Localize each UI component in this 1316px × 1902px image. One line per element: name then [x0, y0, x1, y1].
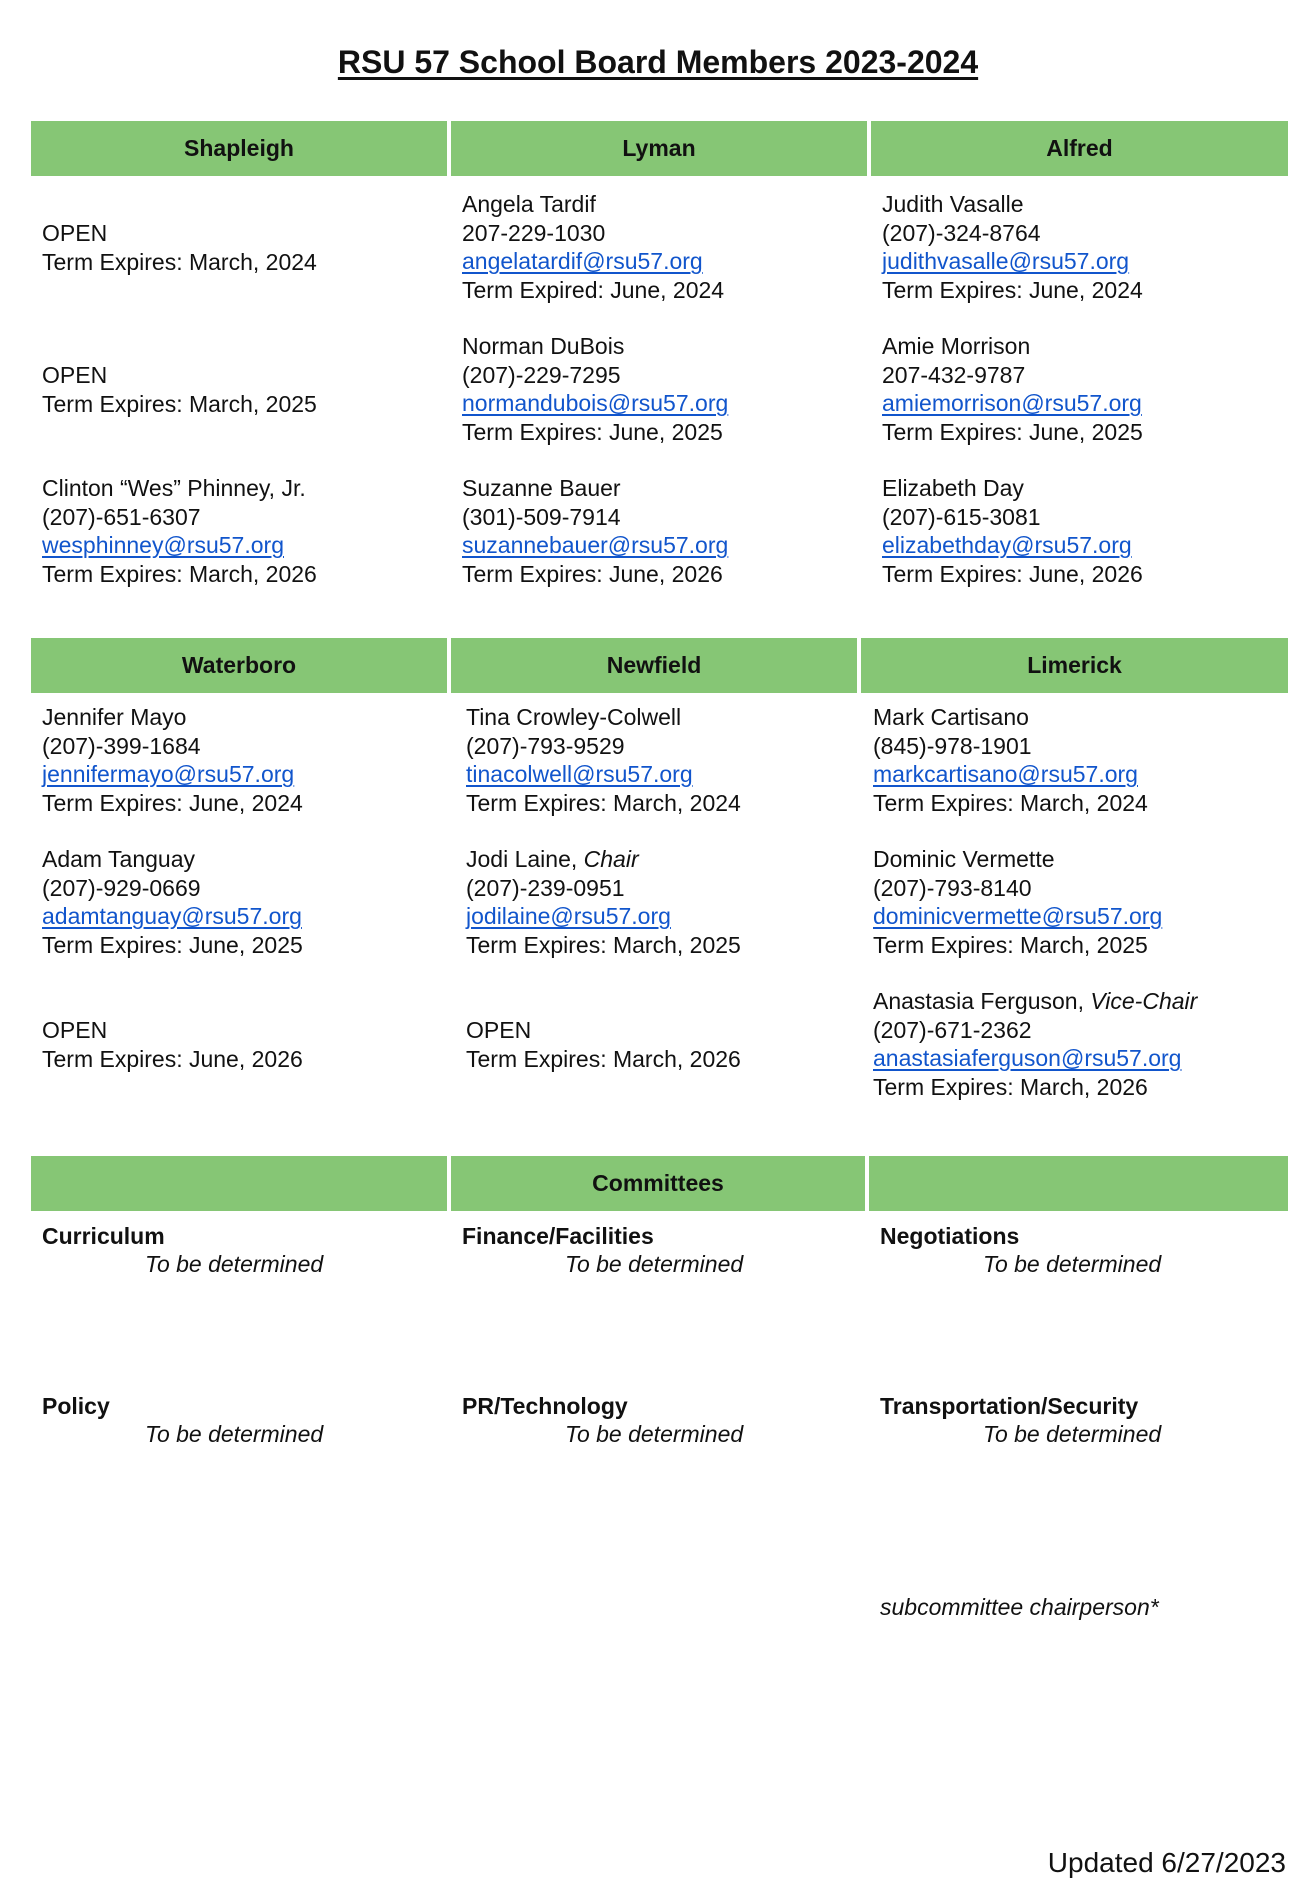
member-entry	[882, 332, 1143, 446]
member-name: Dominic Vermette	[873, 846, 1055, 872]
page-title: RSU 57 School Board Members 2023-2024	[337, 44, 979, 80]
member-term: Term Expires: June, 2026	[42, 1045, 303, 1072]
member-email-link[interactable]: adamtanguay@rsu57.org	[42, 903, 302, 929]
member-name: Amie Morrison	[882, 333, 1031, 359]
member-entry	[466, 845, 741, 959]
member-name: Judith Vasalle	[882, 191, 1024, 217]
member-term: Term Expires: March, 2026	[466, 1045, 741, 1072]
member-entry	[466, 1016, 741, 1073]
committees-header-left	[31, 1156, 447, 1211]
town-header-limerick: Limerick	[861, 638, 1288, 693]
member-entry	[462, 332, 728, 446]
town-header-lyman: Lyman	[451, 121, 867, 176]
member-term: Term Expired: June, 2024	[462, 276, 725, 303]
committee-name: Finance/Facilities	[462, 1223, 654, 1249]
town-header-waterboro: Waterboro	[31, 638, 447, 693]
member-entry	[873, 703, 1148, 817]
member-name: Angela Tardif	[462, 191, 596, 217]
member-email-link[interactable]: markcartisano@rsu57.org	[873, 761, 1138, 787]
member-role: Vice-Chair	[1090, 988, 1198, 1014]
member-term: Term Expires: June, 2025	[462, 418, 723, 445]
member-phone: 207-432-9787	[882, 361, 1026, 388]
town-header-shapleigh: Shapleigh	[31, 121, 447, 176]
town-header-alfred: Alfred	[871, 121, 1288, 176]
committee-status: To be determined	[565, 1421, 744, 1447]
committee-negotiations	[880, 1222, 1161, 1278]
member-name: Anastasia Ferguson,	[873, 988, 1091, 1014]
member-phone: (207)-399-1684	[42, 732, 201, 759]
member-email-link[interactable]: anastasiaferguson@rsu57.org	[873, 1045, 1182, 1071]
committee-finance-facilities	[462, 1222, 743, 1278]
member-entry	[42, 361, 317, 418]
committees-body	[31, 1211, 1288, 1631]
member-name: Jodi Laine,	[466, 846, 584, 872]
committee-name: Curriculum	[42, 1223, 165, 1249]
member-entry	[882, 190, 1143, 304]
member-phone: (301)-509-7914	[462, 503, 621, 530]
committee-name: Policy	[42, 1393, 110, 1419]
member-entry	[462, 190, 724, 304]
member-email-link[interactable]: angelatardif@rsu57.org	[462, 248, 703, 274]
member-term: Term Expires: June, 2024	[42, 789, 303, 816]
committee-transportation-security	[880, 1392, 1161, 1448]
member-term: Term Expires: June, 2025	[42, 931, 303, 958]
member-name: Norman DuBois	[462, 333, 625, 359]
member-status: OPEN	[42, 220, 108, 246]
member-term: Term Expires: March, 2024	[42, 248, 317, 275]
member-term: Term Expires: March, 2025	[873, 931, 1148, 958]
member-role: Chair	[583, 846, 639, 872]
member-term: Term Expires: March, 2024	[466, 789, 741, 816]
towns-body-top	[31, 176, 1288, 616]
member-entry	[42, 1016, 303, 1073]
towns-table-bottom	[31, 638, 1288, 1133]
member-email-link[interactable]: jennifermayo@rsu57.org	[42, 761, 295, 787]
member-phone: (207)-793-8140	[873, 874, 1032, 901]
town-header-newfield: Newfield	[451, 638, 857, 693]
member-name: Elizabeth Day	[882, 475, 1024, 501]
member-entry	[882, 474, 1143, 588]
member-entry	[873, 987, 1197, 1101]
member-entry	[462, 474, 728, 588]
committee-name: PR/Technology	[462, 1393, 628, 1419]
member-phone: (207)-324-8764	[882, 219, 1041, 246]
member-phone: (207)-651-6307	[42, 503, 201, 530]
committee-policy	[42, 1392, 323, 1448]
committee-name: Negotiations	[880, 1223, 1020, 1249]
member-status: OPEN	[42, 362, 108, 388]
member-email-link[interactable]: wesphinney@rsu57.org	[42, 532, 284, 558]
member-phone: (207)-615-3081	[882, 503, 1041, 530]
member-email-link[interactable]: dominicvermette@rsu57.org	[873, 903, 1163, 929]
member-term: Term Expires: June, 2025	[882, 418, 1143, 445]
member-email-link[interactable]: elizabethday@rsu57.org	[882, 532, 1132, 558]
member-status: OPEN	[466, 1017, 532, 1043]
member-name: Adam Tanguay	[42, 846, 196, 872]
committee-status: To be determined	[983, 1421, 1162, 1447]
member-email-link[interactable]: suzannebauer@rsu57.org	[462, 532, 729, 558]
member-entry	[873, 845, 1162, 959]
towns-body-bottom	[31, 693, 1288, 1133]
member-term: Term Expires: March, 2026	[42, 560, 317, 587]
member-term: Term Expires: June, 2026	[462, 560, 723, 587]
member-entry	[42, 219, 317, 276]
towns-header-row-bottom	[31, 638, 1288, 693]
member-term: Term Expires: June, 2024	[882, 276, 1143, 303]
towns-header-row-top	[31, 121, 1288, 176]
member-term: Term Expires: March, 2025	[466, 931, 741, 958]
member-phone: (207)-671-2362	[873, 1016, 1032, 1043]
committee-footnote: subcommittee chairperson*	[880, 1594, 1159, 1620]
committees-table	[31, 1156, 1288, 1631]
member-entry	[42, 845, 303, 959]
member-name: Tina Crowley-Colwell	[466, 704, 682, 730]
member-term: Term Expires: March, 2024	[873, 789, 1148, 816]
member-status: OPEN	[42, 1017, 108, 1043]
towns-table-top	[31, 121, 1288, 616]
committees-header: Committees	[451, 1156, 865, 1211]
member-email-link[interactable]: jodilaine@rsu57.org	[466, 903, 671, 929]
member-email-link[interactable]: amiemorrison@rsu57.org	[882, 390, 1142, 416]
committee-status: To be determined	[983, 1251, 1162, 1277]
committee-status: To be determined	[145, 1251, 324, 1277]
member-phone: 207-229-1030	[462, 219, 606, 246]
committee-status: To be determined	[565, 1251, 744, 1277]
committees-header-row	[31, 1156, 1288, 1211]
member-name: Clinton “Wes” Phinney, Jr.	[42, 475, 306, 501]
member-name: Suzanne Bauer	[462, 475, 621, 501]
member-name: Jennifer Mayo	[42, 704, 187, 730]
committee-status: To be determined	[145, 1421, 324, 1447]
member-phone: (845)-978-1901	[873, 732, 1032, 759]
committee-pr-technology	[462, 1392, 743, 1448]
member-entry	[42, 474, 317, 588]
updated-date: Updated 6/27/2023	[1047, 1847, 1286, 1878]
member-phone: (207)-793-9529	[466, 732, 625, 759]
member-email-link[interactable]: tinacolwell@rsu57.org	[466, 761, 693, 787]
member-term: Term Expires: March, 2026	[873, 1073, 1148, 1100]
member-entry	[42, 703, 303, 817]
member-name: Mark Cartisano	[873, 704, 1029, 730]
committee-curriculum	[42, 1222, 323, 1278]
member-term: Term Expires: March, 2025	[42, 390, 317, 417]
member-email-link[interactable]: normandubois@rsu57.org	[462, 390, 729, 416]
member-phone: (207)-239-0951	[466, 874, 625, 901]
committee-name: Transportation/Security	[880, 1393, 1139, 1419]
member-phone: (207)-229-7295	[462, 361, 621, 388]
member-term: Term Expires: June, 2026	[882, 560, 1143, 587]
member-entry	[466, 703, 741, 817]
member-phone: (207)-929-0669	[42, 874, 201, 901]
member-email-link[interactable]: judithvasalle@rsu57.org	[882, 248, 1130, 274]
committees-header-right	[869, 1156, 1288, 1211]
